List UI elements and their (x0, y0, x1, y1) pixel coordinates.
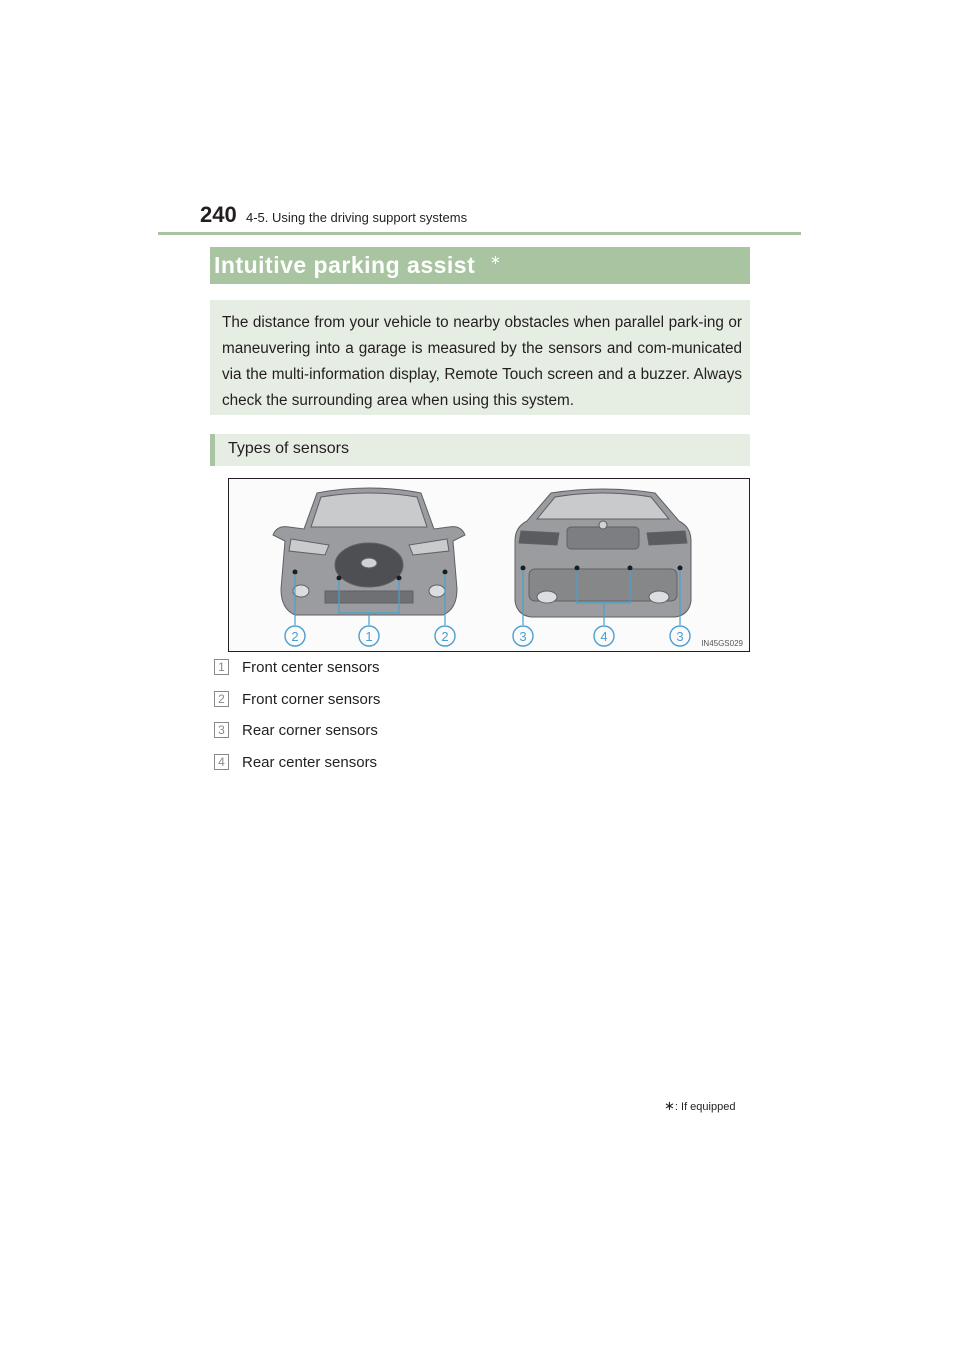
legend-number: 2 (214, 691, 229, 707)
page-title: Intuitive parking assist (214, 252, 476, 278)
callout-rear-right: 3 (676, 629, 684, 644)
title-footnote-star: ∗ (490, 252, 501, 267)
legend-label: Front center sensors (242, 659, 380, 676)
header-rule (158, 232, 801, 235)
legend-label: Rear center sensors (242, 754, 378, 771)
footnote (664, 1098, 735, 1114)
legend-item (214, 689, 514, 713)
callout-rear-left: 3 (519, 629, 527, 644)
legend-number: 1 (214, 659, 229, 675)
callout-front-right: 2 (441, 629, 449, 644)
footnote-text: : If equipped (674, 1101, 736, 1113)
legend-label: Rear corner sensors (242, 722, 378, 739)
callout-front-left: 2 (291, 629, 299, 644)
legend-number: 4 (214, 754, 229, 770)
legend-item (214, 720, 514, 744)
front-car-drawing (273, 488, 465, 615)
figure-code: IN45GS029 (701, 639, 743, 648)
subsection-bar (210, 434, 750, 466)
legend-label: Front corner sensors (242, 691, 381, 708)
section-label: 4-5. Using the driving support systems (246, 210, 468, 225)
sensor-illustration (229, 479, 749, 651)
subsection-title: Types of sensors (228, 440, 349, 457)
intro-box (210, 300, 750, 415)
legend-item (214, 657, 514, 681)
legend-item (214, 752, 514, 776)
sensor-figure (228, 478, 750, 652)
footnote-star: ∗ (664, 1098, 675, 1113)
callout-rear-center: 4 (600, 629, 608, 644)
title-bar (210, 247, 750, 284)
rear-car-drawing (515, 489, 691, 617)
page-number: 240 (200, 202, 237, 227)
legend-number: 3 (214, 722, 229, 738)
callout-front-center: 1 (365, 629, 373, 644)
intro-text: The distance from your vehicle to nearby obstacles when parallel park-ing or maneuvering into a garage is measured by the sensors and com-municated via the multi-information display, Remote Touch screen and a buzzer. Always check the surrounding area when using this system. (222, 314, 742, 409)
callout-circles (285, 626, 690, 646)
